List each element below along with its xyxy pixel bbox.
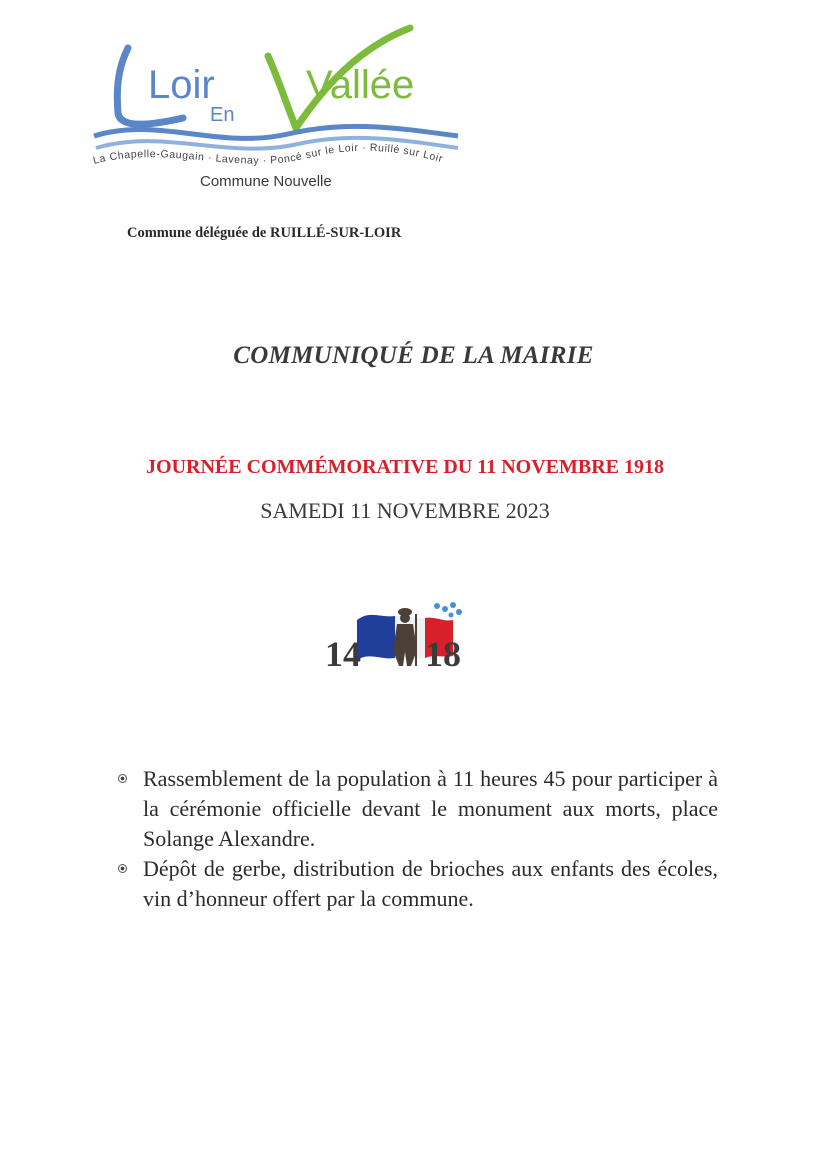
event-title: JOURNÉE COMMÉMORATIVE DU 11 NOVEMBRE 1918 bbox=[146, 456, 664, 478]
logo-word-loir: Loir bbox=[148, 63, 215, 107]
commemoration-emblem bbox=[325, 600, 490, 675]
delegated-commune: Commune déléguée de RUILLÉ-SUR-LOIR bbox=[127, 225, 402, 241]
bullet-icon bbox=[118, 864, 127, 873]
flag-blue-band bbox=[357, 615, 395, 660]
bullet-icon bbox=[118, 774, 127, 783]
emblem-number-18: 18 bbox=[425, 634, 461, 674]
page-title: COMMUNIQUÉ DE LA MAIRIE bbox=[233, 342, 594, 369]
event-date: SAMEDI 11 NOVEMBRE 2023 bbox=[260, 498, 550, 523]
logo-word-en: En bbox=[210, 104, 235, 126]
commune-logo bbox=[88, 18, 468, 193]
list-item bbox=[118, 854, 718, 914]
logo-word-vallee: Vallée bbox=[306, 63, 415, 107]
list-item bbox=[118, 764, 718, 854]
cornflower-icon bbox=[434, 602, 462, 618]
logo-wave-1 bbox=[94, 126, 458, 138]
list-item-text: Rassemblement de la population à 11 heures 45 pour participer à la cérémonie officielle devant le monument aux morts, place Solange Alexandre. bbox=[143, 766, 718, 851]
logo-towns: La Chapelle-Gaugain · Lavenay · Poncé sur le Loir · Ruillé sur Loir bbox=[91, 141, 445, 167]
logo-subtitle: Commune Nouvelle bbox=[200, 173, 332, 190]
emblem-number-14: 14 bbox=[325, 634, 361, 674]
announcement-list bbox=[118, 764, 718, 914]
list-item-text: Dépôt de gerbe, distribution de brioches aux enfants des écoles, vin d’honneur offert par la commune. bbox=[143, 856, 718, 911]
